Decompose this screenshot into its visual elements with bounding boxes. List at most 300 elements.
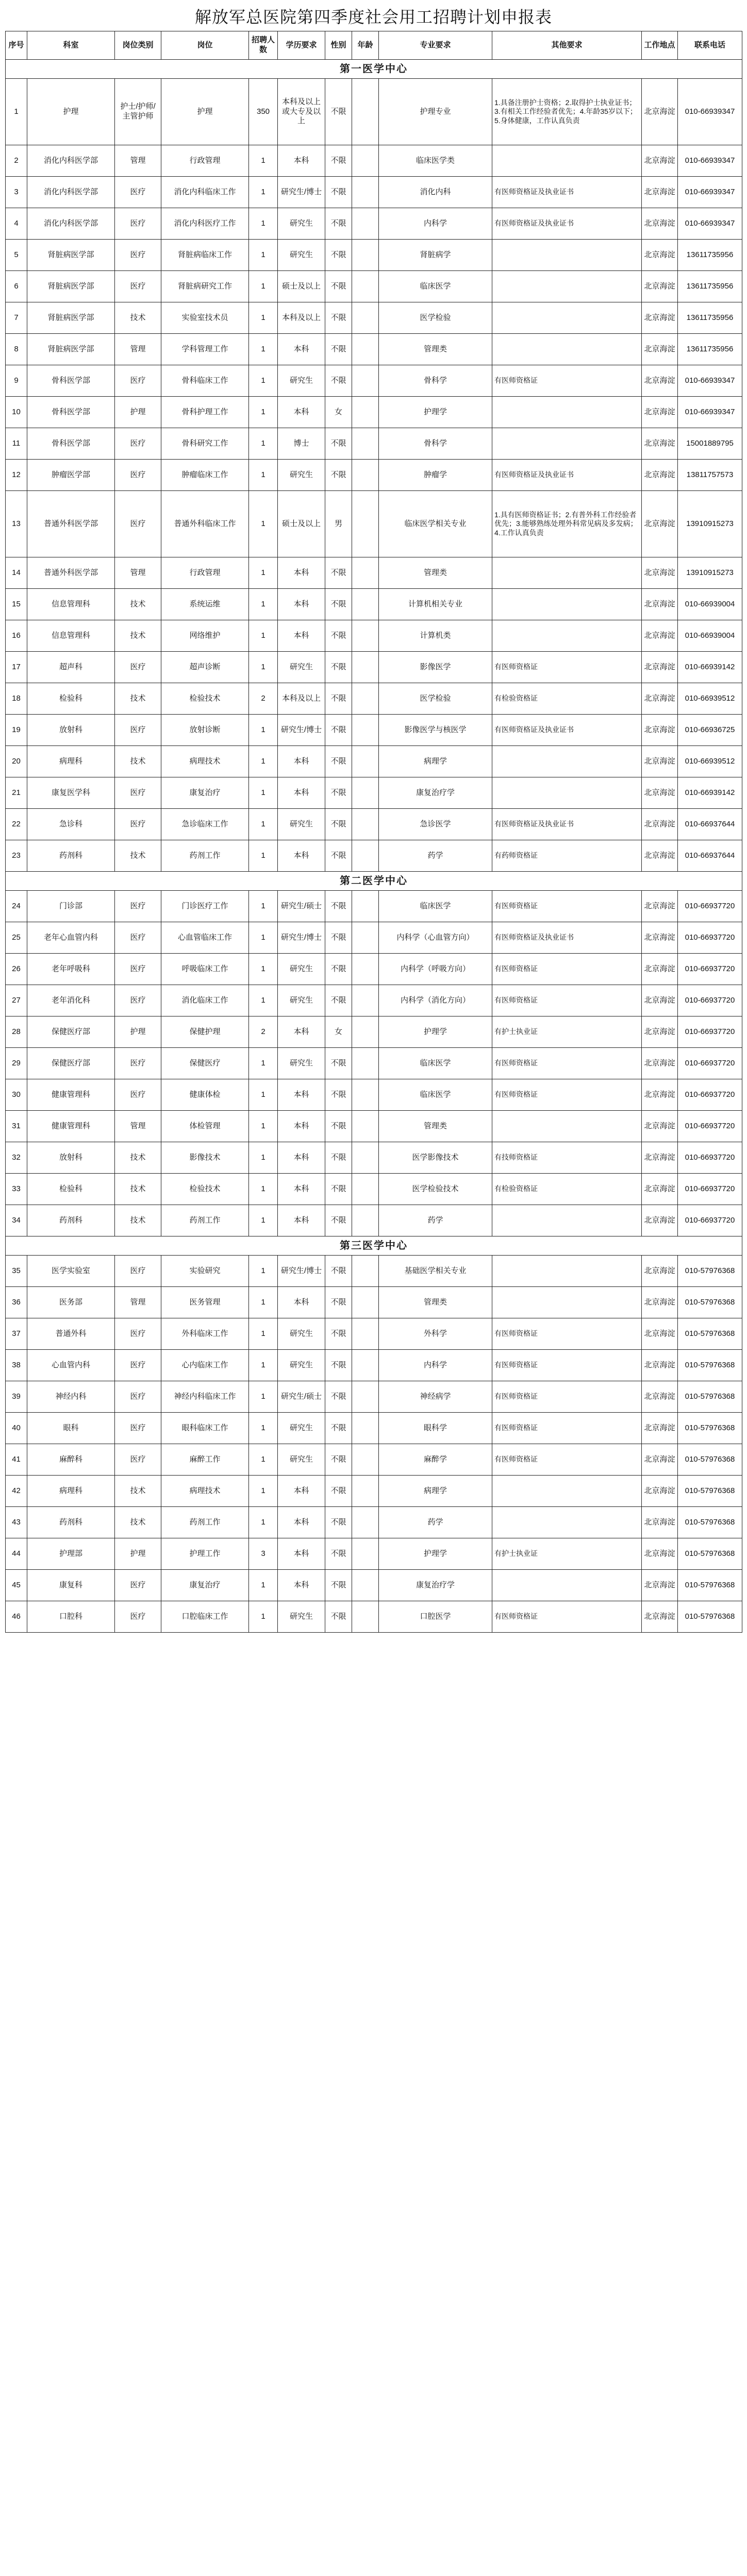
table-cell: 医疗 bbox=[115, 1318, 161, 1350]
table-cell: 1 bbox=[249, 954, 278, 985]
table-cell: 护士/护师/主管护师 bbox=[115, 79, 161, 145]
table-cell bbox=[352, 985, 379, 1016]
table-cell: 不限 bbox=[325, 1601, 352, 1633]
table-cell: 2 bbox=[249, 683, 278, 715]
table-cell: 不限 bbox=[325, 334, 352, 365]
table-cell: 普通外科 bbox=[27, 1318, 115, 1350]
table-cell: 研究生/博士 bbox=[278, 715, 325, 746]
table-cell: 本科 bbox=[278, 1016, 325, 1048]
table-cell: 010-57976368 bbox=[678, 1444, 742, 1476]
table-cell: 11 bbox=[6, 428, 27, 460]
table-cell: 不限 bbox=[325, 240, 352, 271]
table-cell: 信息管理科 bbox=[27, 589, 115, 620]
table-cell: 北京海淀 bbox=[642, 683, 678, 715]
col-header: 岗位类别 bbox=[115, 31, 161, 60]
table-cell: 31 bbox=[6, 1111, 27, 1142]
table-row bbox=[6, 397, 742, 428]
table-cell: 5 bbox=[6, 240, 27, 271]
table-cell: 北京海淀 bbox=[642, 1318, 678, 1350]
table-cell: 康复治疗 bbox=[161, 1570, 249, 1601]
table-cell: 临床医学 bbox=[379, 891, 492, 922]
table-cell: 本科及以上 bbox=[278, 683, 325, 715]
table-cell: 43 bbox=[6, 1507, 27, 1538]
table-cell: 临床医学相关专业 bbox=[379, 491, 492, 557]
table-cell: 21 bbox=[6, 777, 27, 809]
table-cell: 010-66939512 bbox=[678, 746, 742, 777]
table-cell: 北京海淀 bbox=[642, 491, 678, 557]
table-cell bbox=[352, 840, 379, 872]
table-cell: 北京海淀 bbox=[642, 1287, 678, 1318]
table-cell bbox=[352, 1413, 379, 1444]
table-cell bbox=[352, 1048, 379, 1079]
table-cell: 管理 bbox=[115, 1111, 161, 1142]
table-cell: 影像医学与核医学 bbox=[379, 715, 492, 746]
table-cell: 6 bbox=[6, 271, 27, 302]
table-cell: 肿瘤医学部 bbox=[27, 460, 115, 491]
table-cell: 医疗 bbox=[115, 1570, 161, 1601]
table-cell: 病理科 bbox=[27, 1476, 115, 1507]
table-cell: 检验科 bbox=[27, 1174, 115, 1205]
table-cell: 010-57976368 bbox=[678, 1601, 742, 1633]
table-cell bbox=[352, 1350, 379, 1381]
table-cell: 药剂科 bbox=[27, 840, 115, 872]
table-cell bbox=[352, 271, 379, 302]
table-cell: 肿瘤学 bbox=[379, 460, 492, 491]
table-cell: 北京海淀 bbox=[642, 652, 678, 683]
table-cell: 女 bbox=[325, 1016, 352, 1048]
table-cell bbox=[352, 1111, 379, 1142]
table-cell: 北京海淀 bbox=[642, 1205, 678, 1236]
table-cell: 不限 bbox=[325, 954, 352, 985]
table-cell: 病理学 bbox=[379, 1476, 492, 1507]
table-cell: 35 bbox=[6, 1256, 27, 1287]
table-cell: 不限 bbox=[325, 652, 352, 683]
table-cell: 本科 bbox=[278, 1287, 325, 1318]
table-cell: 有医师资格证 bbox=[492, 891, 642, 922]
table-cell: 医疗 bbox=[115, 922, 161, 954]
table-cell: 肾脏病医学部 bbox=[27, 271, 115, 302]
table-cell: 北京海淀 bbox=[642, 589, 678, 620]
table-cell: 010-57976368 bbox=[678, 1350, 742, 1381]
table-cell: 41 bbox=[6, 1444, 27, 1476]
table-cell: 本科 bbox=[278, 1079, 325, 1111]
table-cell bbox=[352, 208, 379, 240]
table-cell: 内科学（心血管方向） bbox=[379, 922, 492, 954]
table-cell: 护理 bbox=[27, 79, 115, 145]
table-cell: 不限 bbox=[325, 271, 352, 302]
table-cell: 研究生 bbox=[278, 985, 325, 1016]
table-cell: 北京海淀 bbox=[642, 428, 678, 460]
table-cell: 研究生 bbox=[278, 1413, 325, 1444]
table-cell: 010-66937720 bbox=[678, 891, 742, 922]
table-cell: 肾脏病研究工作 bbox=[161, 271, 249, 302]
table-cell: 行政管理 bbox=[161, 145, 249, 177]
table-cell: 医务部 bbox=[27, 1287, 115, 1318]
table-cell: 眼科学 bbox=[379, 1413, 492, 1444]
table-cell: 技术 bbox=[115, 1205, 161, 1236]
table-cell: 骨科医学部 bbox=[27, 428, 115, 460]
table-cell: 010-57976368 bbox=[678, 1507, 742, 1538]
table-cell: 口腔医学 bbox=[379, 1601, 492, 1633]
table-cell: 有医师资格证 bbox=[492, 1079, 642, 1111]
table-cell bbox=[352, 428, 379, 460]
table-cell: 骨科学 bbox=[379, 365, 492, 397]
table-cell: 北京海淀 bbox=[642, 1601, 678, 1633]
table-cell bbox=[492, 428, 642, 460]
table-cell: 1 bbox=[249, 1570, 278, 1601]
table-cell: 不限 bbox=[325, 557, 352, 589]
table-cell: 护理 bbox=[161, 79, 249, 145]
table-cell: 康复治疗学 bbox=[379, 1570, 492, 1601]
table-cell: 有医师资格证及执业证书 bbox=[492, 460, 642, 491]
table-cell: 不限 bbox=[325, 1538, 352, 1570]
table-cell: 1 bbox=[249, 1287, 278, 1318]
table-row bbox=[6, 777, 742, 809]
table-cell: 医学影像技术 bbox=[379, 1142, 492, 1174]
table-cell: 1 bbox=[249, 809, 278, 840]
table-cell: 管理类 bbox=[379, 557, 492, 589]
table-cell bbox=[492, 1256, 642, 1287]
table-cell: 北京海淀 bbox=[642, 1256, 678, 1287]
table-cell: 肾脏病医学部 bbox=[27, 240, 115, 271]
table-cell: 北京海淀 bbox=[642, 302, 678, 334]
table-cell: 1 bbox=[249, 1256, 278, 1287]
table-cell: 心血管临床工作 bbox=[161, 922, 249, 954]
table-cell: 外科临床工作 bbox=[161, 1318, 249, 1350]
table-cell: 康复医学科 bbox=[27, 777, 115, 809]
table-cell bbox=[352, 589, 379, 620]
table-cell: 男 bbox=[325, 491, 352, 557]
table-cell: 010-57976368 bbox=[678, 1476, 742, 1507]
table-row bbox=[6, 620, 742, 652]
table-cell: 医疗 bbox=[115, 428, 161, 460]
table-cell: 010-66939512 bbox=[678, 683, 742, 715]
table-cell: 神经内科临床工作 bbox=[161, 1381, 249, 1413]
table-cell: 28 bbox=[6, 1016, 27, 1048]
col-header: 工作地点 bbox=[642, 31, 678, 60]
table-cell: 有医师资格证及执业证书 bbox=[492, 809, 642, 840]
table-cell: 检验科 bbox=[27, 683, 115, 715]
table-cell: 肾脏病医学部 bbox=[27, 302, 115, 334]
table-cell: 研究生/博士 bbox=[278, 922, 325, 954]
table-cell: 眼科临床工作 bbox=[161, 1413, 249, 1444]
table-cell: 010-66937720 bbox=[678, 922, 742, 954]
table-cell: 010-66939347 bbox=[678, 397, 742, 428]
table-cell: 管理 bbox=[115, 557, 161, 589]
table-row bbox=[6, 809, 742, 840]
table-cell: 体检管理 bbox=[161, 1111, 249, 1142]
table-cell: 4 bbox=[6, 208, 27, 240]
table-cell: 010-66937720 bbox=[678, 1205, 742, 1236]
table-cell: 消化内科 bbox=[379, 177, 492, 208]
table-cell: 北京海淀 bbox=[642, 1476, 678, 1507]
table-cell: 1 bbox=[249, 460, 278, 491]
table-row bbox=[6, 1079, 742, 1111]
table-cell: 医疗 bbox=[115, 491, 161, 557]
table-cell: 有医师资格证及执业证书 bbox=[492, 715, 642, 746]
table-cell: 010-66937720 bbox=[678, 954, 742, 985]
table-cell: 北京海淀 bbox=[642, 809, 678, 840]
table-cell: 1 bbox=[249, 177, 278, 208]
table-cell: 北京海淀 bbox=[642, 1048, 678, 1079]
table-cell: 13611735956 bbox=[678, 271, 742, 302]
table-cell: 010-57976368 bbox=[678, 1381, 742, 1413]
table-cell: 临床医学类 bbox=[379, 145, 492, 177]
table-cell: 技术 bbox=[115, 620, 161, 652]
table-cell: 口腔临床工作 bbox=[161, 1601, 249, 1633]
table-cell: 1 bbox=[249, 891, 278, 922]
table-cell: 不限 bbox=[325, 1048, 352, 1079]
table-cell: 研究生 bbox=[278, 365, 325, 397]
table-row bbox=[6, 1016, 742, 1048]
table-cell: 外科学 bbox=[379, 1318, 492, 1350]
table-cell: 不限 bbox=[325, 1476, 352, 1507]
recruitment-table bbox=[5, 31, 742, 1633]
table-cell: 北京海淀 bbox=[642, 79, 678, 145]
table-cell: 13811757573 bbox=[678, 460, 742, 491]
table-cell: 1 bbox=[249, 271, 278, 302]
table-cell: 骨科学 bbox=[379, 428, 492, 460]
table-cell: 本科 bbox=[278, 840, 325, 872]
table-cell: 15001889795 bbox=[678, 428, 742, 460]
table-cell: 1 bbox=[249, 1205, 278, 1236]
table-row bbox=[6, 334, 742, 365]
table-cell: 本科及以上 bbox=[278, 302, 325, 334]
table-cell: 45 bbox=[6, 1570, 27, 1601]
table-cell: 1 bbox=[249, 589, 278, 620]
table-cell: 23 bbox=[6, 840, 27, 872]
table-cell: 药学 bbox=[379, 1507, 492, 1538]
table-cell: 医学检验 bbox=[379, 302, 492, 334]
table-cell: 研究生 bbox=[278, 240, 325, 271]
table-cell: 1 bbox=[249, 652, 278, 683]
table-cell: 不限 bbox=[325, 840, 352, 872]
table-cell: 康复治疗 bbox=[161, 777, 249, 809]
table-cell: 北京海淀 bbox=[642, 334, 678, 365]
table-cell: 医疗 bbox=[115, 1413, 161, 1444]
table-cell: 药剂科 bbox=[27, 1205, 115, 1236]
table-cell: 检验技术 bbox=[161, 683, 249, 715]
table-cell: 老年心血管内科 bbox=[27, 922, 115, 954]
table-cell: 麻醉科 bbox=[27, 1444, 115, 1476]
table-cell: 北京海淀 bbox=[642, 891, 678, 922]
table-cell bbox=[352, 177, 379, 208]
table-cell: 内科学 bbox=[379, 1350, 492, 1381]
table-row bbox=[6, 1476, 742, 1507]
table-cell: 药剂工作 bbox=[161, 1507, 249, 1538]
table-cell: 硕士及以上 bbox=[278, 271, 325, 302]
table-cell: 有医师资格证及执业证书 bbox=[492, 922, 642, 954]
table-cell: 硕士及以上 bbox=[278, 491, 325, 557]
table-cell: 基础医学相关专业 bbox=[379, 1256, 492, 1287]
table-cell: 32 bbox=[6, 1142, 27, 1174]
page bbox=[5, 0, 742, 1633]
table-row bbox=[6, 683, 742, 715]
table-cell: 北京海淀 bbox=[642, 1142, 678, 1174]
table-cell: 18 bbox=[6, 683, 27, 715]
table-cell: 心血管内科 bbox=[27, 1350, 115, 1381]
table-row bbox=[6, 746, 742, 777]
table-cell: 有医师资格证 bbox=[492, 365, 642, 397]
table-cell: 心内临床工作 bbox=[161, 1350, 249, 1381]
table-cell: 36 bbox=[6, 1287, 27, 1318]
table-row bbox=[6, 428, 742, 460]
table-cell: 北京海淀 bbox=[642, 397, 678, 428]
table-cell: 有医师资格证 bbox=[492, 1048, 642, 1079]
table-cell: 010-57976368 bbox=[678, 1287, 742, 1318]
table-cell: 40 bbox=[6, 1413, 27, 1444]
table-row bbox=[6, 271, 742, 302]
table-cell: 骨科研究工作 bbox=[161, 428, 249, 460]
table-cell: 行政管理 bbox=[161, 557, 249, 589]
table-cell: 眼科 bbox=[27, 1413, 115, 1444]
table-cell: 1 bbox=[249, 302, 278, 334]
table-cell: 1 bbox=[249, 1142, 278, 1174]
table-cell: 1 bbox=[249, 1318, 278, 1350]
table-cell: 不限 bbox=[325, 365, 352, 397]
table-row bbox=[6, 891, 742, 922]
table-cell bbox=[492, 746, 642, 777]
table-cell: 医疗 bbox=[115, 177, 161, 208]
table-cell: 医务管理 bbox=[161, 1287, 249, 1318]
table-cell: 010-66939347 bbox=[678, 365, 742, 397]
table-row bbox=[6, 240, 742, 271]
table-cell: 7 bbox=[6, 302, 27, 334]
table-cell: 13611735956 bbox=[678, 302, 742, 334]
table-cell: 研究生 bbox=[278, 1350, 325, 1381]
table-cell bbox=[352, 683, 379, 715]
table-cell: 药剂工作 bbox=[161, 1205, 249, 1236]
col-header: 序号 bbox=[6, 31, 27, 60]
table-cell: 北京海淀 bbox=[642, 271, 678, 302]
section-title: 第三医学中心 bbox=[6, 1236, 742, 1256]
table-cell: 医疗 bbox=[115, 954, 161, 985]
table-cell: 有医师资格证 bbox=[492, 985, 642, 1016]
table-cell: 护理学 bbox=[379, 1016, 492, 1048]
table-cell: 27 bbox=[6, 985, 27, 1016]
table-cell bbox=[352, 334, 379, 365]
table-cell: 350 bbox=[249, 79, 278, 145]
table-cell: 不限 bbox=[325, 683, 352, 715]
table-cell: 医疗 bbox=[115, 1601, 161, 1633]
table-cell: 不限 bbox=[325, 1205, 352, 1236]
table-cell: 病理技术 bbox=[161, 746, 249, 777]
table-cell: 本科 bbox=[278, 1476, 325, 1507]
table-cell: 医疗 bbox=[115, 1381, 161, 1413]
table-cell: 急诊医学 bbox=[379, 809, 492, 840]
table-cell: 010-66939347 bbox=[678, 145, 742, 177]
table-cell: 010-66937720 bbox=[678, 1174, 742, 1205]
table-cell: 不限 bbox=[325, 1142, 352, 1174]
table-cell: 技术 bbox=[115, 1476, 161, 1507]
table-cell: 1 bbox=[249, 1413, 278, 1444]
table-cell: 研究生 bbox=[278, 809, 325, 840]
table-cell: 不限 bbox=[325, 1507, 352, 1538]
table-cell: 北京海淀 bbox=[642, 1507, 678, 1538]
table-row bbox=[6, 1381, 742, 1413]
table-cell: 肿瘤临床工作 bbox=[161, 460, 249, 491]
table-cell: 护理学 bbox=[379, 1538, 492, 1570]
table-cell: 护理学 bbox=[379, 397, 492, 428]
table-cell: 临床医学 bbox=[379, 1048, 492, 1079]
table-cell: 010-66939004 bbox=[678, 589, 742, 620]
table-cell: 不限 bbox=[325, 1079, 352, 1111]
table-cell bbox=[352, 1079, 379, 1111]
col-header: 其他要求 bbox=[492, 31, 642, 60]
table-cell bbox=[352, 652, 379, 683]
table-cell: 北京海淀 bbox=[642, 177, 678, 208]
table-cell: 13910915273 bbox=[678, 491, 742, 557]
table-cell bbox=[492, 1570, 642, 1601]
table-cell: 1 bbox=[249, 715, 278, 746]
table-cell: 消化内科医疗工作 bbox=[161, 208, 249, 240]
table-cell: 不限 bbox=[325, 715, 352, 746]
table-cell: 13611735956 bbox=[678, 334, 742, 365]
table-cell: 医学检验 bbox=[379, 683, 492, 715]
table-row bbox=[6, 491, 742, 557]
table-cell: 实验研究 bbox=[161, 1256, 249, 1287]
table-cell: 1 bbox=[249, 240, 278, 271]
table-cell: 保健医疗 bbox=[161, 1048, 249, 1079]
table-cell: 研究生 bbox=[278, 1444, 325, 1476]
table-cell: 1 bbox=[249, 428, 278, 460]
table-cell: 护理 bbox=[115, 397, 161, 428]
table-cell: 北京海淀 bbox=[642, 460, 678, 491]
table-cell: 北京海淀 bbox=[642, 1016, 678, 1048]
table-cell: 本科 bbox=[278, 1174, 325, 1205]
table-row bbox=[6, 1205, 742, 1236]
table-cell bbox=[492, 240, 642, 271]
table-cell bbox=[352, 1256, 379, 1287]
table-cell: 1 bbox=[249, 557, 278, 589]
col-header: 专业要求 bbox=[379, 31, 492, 60]
table-cell: 消化内科临床工作 bbox=[161, 177, 249, 208]
table-cell: 超声诊断 bbox=[161, 652, 249, 683]
table-cell: 本科 bbox=[278, 1570, 325, 1601]
table-cell: 女 bbox=[325, 397, 352, 428]
table-cell: 本科 bbox=[278, 1111, 325, 1142]
table-cell: 医疗 bbox=[115, 460, 161, 491]
table-cell: 北京海淀 bbox=[642, 1413, 678, 1444]
table-row bbox=[6, 1111, 742, 1142]
table-cell: 本科 bbox=[278, 397, 325, 428]
table-cell: 本科 bbox=[278, 777, 325, 809]
table-cell: 北京海淀 bbox=[642, 365, 678, 397]
table-row bbox=[6, 208, 742, 240]
table-cell: 010-66939347 bbox=[678, 177, 742, 208]
table-cell: 医疗 bbox=[115, 652, 161, 683]
table-cell: 有医师资格证 bbox=[492, 1350, 642, 1381]
table-cell bbox=[352, 620, 379, 652]
table-cell bbox=[492, 145, 642, 177]
table-cell: 有检验资格证 bbox=[492, 1174, 642, 1205]
table-row bbox=[6, 1601, 742, 1633]
table-cell: 麻醉工作 bbox=[161, 1444, 249, 1476]
table-row bbox=[6, 145, 742, 177]
table-cell: 本科 bbox=[278, 1538, 325, 1570]
table-cell: 20 bbox=[6, 746, 27, 777]
table-cell: 不限 bbox=[325, 1174, 352, 1205]
table-cell: 010-57976368 bbox=[678, 1413, 742, 1444]
table-cell bbox=[352, 1538, 379, 1570]
table-cell: 护理专业 bbox=[379, 79, 492, 145]
table-cell: 医疗 bbox=[115, 985, 161, 1016]
table-cell: 1 bbox=[249, 1174, 278, 1205]
table-cell bbox=[352, 1142, 379, 1174]
section-title: 第二医学中心 bbox=[6, 872, 742, 891]
table-cell: 普通外科临床工作 bbox=[161, 491, 249, 557]
table-cell: 不限 bbox=[325, 1444, 352, 1476]
